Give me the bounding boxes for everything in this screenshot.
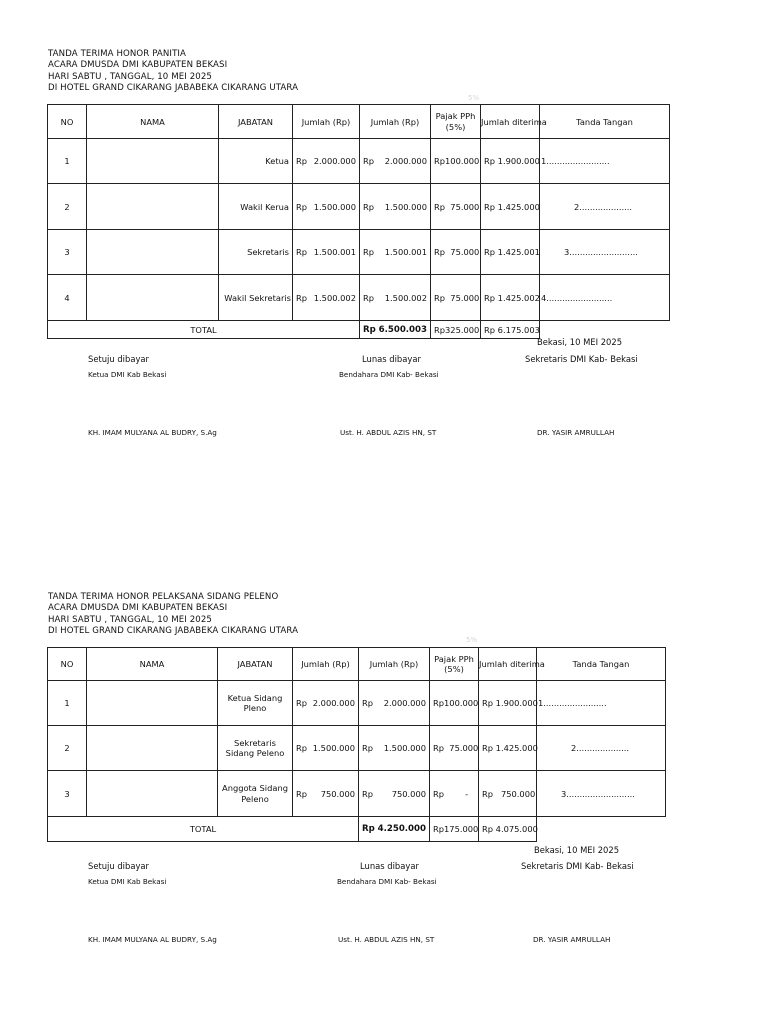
col-header-nama: NAMA <box>87 648 218 681</box>
cell-pajak: Rp100.000 <box>430 681 479 726</box>
faint-note: 5% <box>466 636 478 644</box>
cell-diterima: Rp 1.425.002 <box>481 275 540 321</box>
signatory-name-1: KH. IMAM MULYANA AL BUDRY, S.Ag <box>88 428 217 437</box>
signatory-caption-3: Sekretaris DMI Kab- Bekasi <box>521 861 634 871</box>
currency-label: Rp <box>296 201 308 212</box>
cell-no: 2 <box>48 726 87 771</box>
col-header-diterima: Jumlah diterima <box>479 648 537 681</box>
header-event: ACARA DMUSDA DMI KABUPATEN BEKASI <box>48 60 228 71</box>
table-row <box>48 726 666 771</box>
col-header-nama: NAMA <box>87 105 219 139</box>
cell-pajak: Rp 75.000 <box>431 275 481 321</box>
signatory-caption-1: Setuju dibayar <box>88 861 149 871</box>
amount-value: 1.500.002 <box>313 292 356 303</box>
cell-pajak: Rp 75.000 <box>430 726 479 771</box>
amount-value: 1.500.001 <box>384 247 427 257</box>
cell-diterima: Rp 1.425.000 <box>481 184 540 230</box>
currency-label: Rp <box>363 292 375 303</box>
total-label: TOTAL <box>48 817 359 842</box>
currency-label: Rp <box>296 156 308 166</box>
cell-jumlah <box>293 726 359 771</box>
currency-label: Rp <box>296 698 308 708</box>
currency-label: Rp <box>363 156 375 166</box>
place-date: Bekasi, 10 MEI 2025 <box>537 337 623 347</box>
signatory-role-1: Ketua DMI Kab Bekasi <box>88 370 167 379</box>
amount-value: 2.000.000 <box>383 698 426 708</box>
signatory-name-3: DR. YASIR AMRULLAH <box>533 935 611 944</box>
currency-label: Rp <box>296 292 308 303</box>
cell-tanda-tangan: 3.......................... <box>537 771 666 817</box>
total-empty <box>537 817 666 842</box>
cell-jabatan: Anggota Sidang Peleno <box>218 771 293 817</box>
amount-value: 1.500.000 <box>312 743 355 753</box>
signatory-caption-2: Lunas dibayar <box>362 354 421 364</box>
cell-no: 1 <box>48 681 87 726</box>
signatory-caption-2: Lunas dibayar <box>360 861 419 871</box>
cell-nama <box>87 726 218 771</box>
header-date: HARI SABTU , TANGGAL, 10 MEI 2025 <box>48 71 212 82</box>
cell-jabatan: Ketua Sidang Pleno <box>218 681 293 726</box>
cell-diterima: Rp 1.900.000 <box>479 681 537 726</box>
amount-value: 1.500.000 <box>383 743 426 753</box>
cell-nama <box>87 681 218 726</box>
currency-label: Rp <box>363 247 375 257</box>
col-header-jumlah-2: Jumlah (Rp) <box>359 648 430 681</box>
cell-tanda-tangan: 2.................... <box>540 184 670 230</box>
cell-jabatan: Sekretaris Sidang Peleno <box>218 726 293 771</box>
currency-label: Rp <box>362 698 374 708</box>
col-header-diterima: Jumlah diterima <box>481 105 540 139</box>
amount-value: 750.000 <box>391 788 426 799</box>
amount-value: 2.000.000 <box>312 698 355 708</box>
document-header <box>48 592 298 638</box>
col-header-jumlah: Jumlah (Rp) <box>293 648 359 681</box>
total-jumlah <box>359 817 430 842</box>
cell-no: 1 <box>48 139 87 184</box>
header-venue: DI HOTEL GRAND CIKARANG JABABEKA CIKARANG UTARA <box>48 626 299 637</box>
total-label: TOTAL <box>48 321 360 339</box>
cell-pajak: Rp 75.000 <box>431 230 481 275</box>
cell-tanda-tangan: 2.................... <box>537 726 666 771</box>
col-header-tanda-tangan: Tanda Tangan <box>537 648 666 681</box>
amount-value: 2.000.000 <box>313 156 356 166</box>
header-venue: DI HOTEL GRAND CIKARANG JABABEKA CIKARANG UTARA <box>48 83 299 94</box>
signatory-name-2: Ust. H. ABDUL AZIS HN, ST <box>340 428 437 437</box>
amount-value: 1.500.000 <box>384 201 427 212</box>
col-header-jumlah-2: Jumlah (Rp) <box>360 105 431 139</box>
cell-diterima: Rp 1.425.001 <box>481 230 540 275</box>
col-header-pajak: Pajak PPh (5%) <box>430 648 479 681</box>
total-diterima: Rp 4.075.000 <box>479 817 537 842</box>
cell-tanda-tangan: 1........................ <box>540 139 670 184</box>
faint-note: 5% <box>468 94 480 102</box>
cell-jumlah-2 <box>359 681 430 726</box>
cell-jumlah <box>293 681 359 726</box>
currency-label: Rp <box>363 201 375 212</box>
signatory-name-1: KH. IMAM MULYANA AL BUDRY, S.Ag <box>88 935 217 944</box>
table-row <box>48 681 666 726</box>
cell-pajak: Rp100.000 <box>431 139 481 184</box>
currency-label: Rp <box>296 743 308 753</box>
total-pajak: Rp325.000 <box>431 321 481 339</box>
signatory-role-2: Bendahara DMI Kab- Bekasi <box>337 877 437 886</box>
cell-tanda-tangan: 1........................ <box>537 681 666 726</box>
cell-diterima: Rp 1.900.000 <box>481 139 540 184</box>
currency-label: Rp <box>362 824 375 834</box>
col-header-tanda-tangan: Tanda Tangan <box>540 105 670 139</box>
cell-no: 4 <box>48 275 87 321</box>
cell-no: 2 <box>48 184 87 230</box>
cell-nama <box>87 771 218 817</box>
amount-value: 2.000.000 <box>384 156 427 166</box>
cell-pajak: Rp 75.000 <box>431 184 481 230</box>
currency-label: Rp <box>296 247 308 257</box>
total-pajak: Rp175.000 <box>430 817 479 842</box>
col-header-jumlah: Jumlah (Rp) <box>293 105 360 139</box>
header-date: HARI SABTU , TANGGAL, 10 MEI 2025 <box>48 614 212 625</box>
signatory-role-1: Ketua DMI Kab Bekasi <box>88 877 167 886</box>
cell-diterima: Rp 750.000 <box>479 771 537 817</box>
cell-jumlah-2 <box>359 726 430 771</box>
table-row <box>48 771 666 817</box>
signatory-caption-1: Setuju dibayar <box>88 354 149 364</box>
signatory-role-2: Bendahara DMI Kab- Bekasi <box>339 370 439 379</box>
currency-label: Rp <box>363 324 376 335</box>
currency-label: Rp <box>296 788 308 799</box>
cell-jumlah <box>293 771 359 817</box>
table-total-row <box>48 817 666 842</box>
col-header-no: NO <box>48 648 87 681</box>
cell-jabatan: Ketua <box>219 139 293 184</box>
cell-no: 3 <box>48 771 87 817</box>
cell-jabatan: Sekretaris <box>219 230 293 275</box>
currency-label: Rp <box>362 788 374 799</box>
amount-value: 1.500.001 <box>313 247 356 257</box>
header-title: TANDA TERIMA HONOR PANITIA <box>48 49 187 59</box>
header-title: TANDA TERIMA HONOR PELAKSANA SIDANG PELENO <box>48 592 279 602</box>
signatory-name-2: Ust. H. ABDUL AZIS HN, ST <box>338 935 435 944</box>
cell-pajak: Rp - <box>430 771 479 817</box>
cell-tanda-tangan: 3.......................... <box>540 230 670 275</box>
amount-value: 750.000 <box>320 788 355 799</box>
col-header-jabatan: JABATAN <box>218 648 293 681</box>
total-diterima: Rp 6.175.003 <box>481 321 540 339</box>
cell-diterima: Rp 1.425.000 <box>479 726 537 771</box>
header-event: ACARA DMUSDA DMI KABUPATEN BEKASI <box>48 603 228 614</box>
col-header-jabatan: JABATAN <box>219 105 293 139</box>
cell-jabatan: Wakil Sekretaris <box>219 275 293 321</box>
cell-no: 3 <box>48 230 87 275</box>
amount-value: 1.500.002 <box>384 292 427 303</box>
col-header-pajak: Pajak PPh (5%) <box>431 105 481 139</box>
table-header-row <box>48 648 666 681</box>
signatory-caption-3: Sekretaris DMI Kab- Bekasi <box>525 354 638 364</box>
cell-tanda-tangan: 4......................... <box>540 275 670 321</box>
amount-value: 6.500.003 <box>378 324 427 335</box>
cell-jabatan: Wakil Kerua <box>219 184 293 230</box>
currency-label: Rp <box>362 743 374 753</box>
place-date: Bekasi, 10 MEI 2025 <box>534 845 620 855</box>
amount-value: 4.250.000 <box>377 824 426 834</box>
amount-value: 1.500.000 <box>313 201 356 212</box>
col-header-no: NO <box>48 105 87 139</box>
cell-jumlah-2 <box>359 771 430 817</box>
honor-table <box>47 647 666 842</box>
signatory-name-3: DR. YASIR AMRULLAH <box>537 428 615 437</box>
